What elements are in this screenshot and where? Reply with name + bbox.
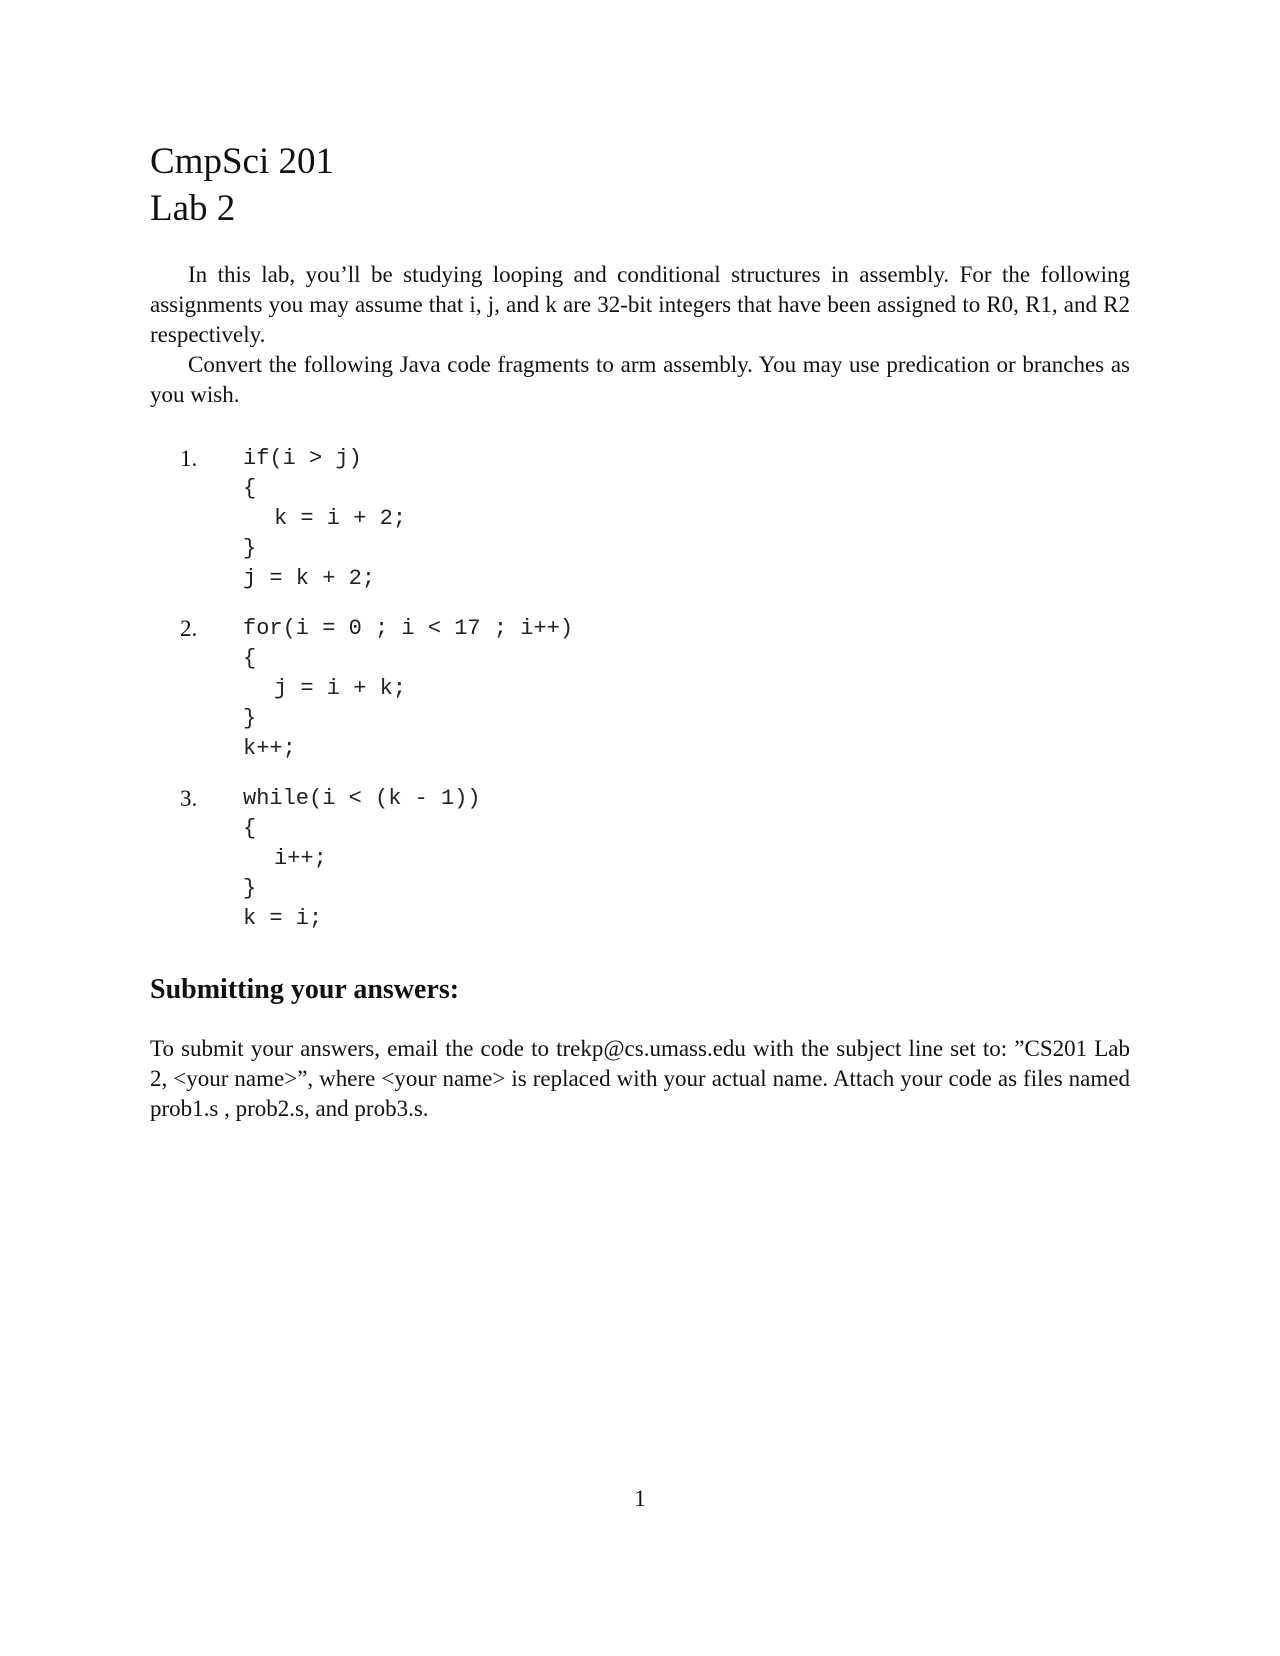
problem-number: 2. — [180, 616, 198, 641]
code-line: j = i + k; — [274, 676, 407, 701]
document-page — [150, 138, 1130, 1124]
code-line: k = i; — [243, 906, 323, 931]
code-line: k = i + 2; — [274, 506, 407, 531]
code-line: j = k + 2; — [243, 566, 376, 591]
code-line: } — [243, 876, 257, 901]
problem-number: 3. — [180, 786, 198, 811]
problem-3 — [150, 784, 1130, 934]
course-title: CmpSci 201 — [150, 141, 334, 182]
submission-text: To submit your answers, email the code to trekp@cs.umass.edu with the subject line set to: ”CS201 Lab 2, <your name>”, where <your name> is replaced with your actual name. Attach your code as files named prob1.s , prob2.s, and prob3.s. — [150, 1036, 1130, 1121]
intro-paragraph: In this lab, you’ll be studying looping and conditional structures in assembly. For the following assignments you may assume that i, j, and k are 32-bit integers that have been assigned to R0, R1, and R2 respectively. — [150, 262, 1130, 347]
code-line: { — [243, 476, 257, 501]
code-line: { — [243, 816, 257, 841]
problem-1 — [150, 444, 1130, 594]
code-line: while(i < (k - 1)) — [243, 786, 481, 811]
problem-number: 1. — [180, 446, 198, 471]
code-line: if(i > j) — [243, 446, 362, 471]
code-line: for(i = 0 ; i < 17 ; i++) — [243, 616, 574, 641]
code-line: i++; — [274, 846, 327, 871]
problem-2 — [150, 614, 1130, 764]
intro-section — [150, 260, 1130, 410]
code-line: } — [243, 706, 257, 731]
problem-list — [150, 444, 1130, 934]
code-line: { — [243, 646, 257, 671]
code-line: k++; — [243, 736, 296, 761]
page-number: 1 — [634, 1486, 646, 1511]
lab-title: Lab 2 — [150, 188, 236, 229]
instructions-paragraph: Convert the following Java code fragments to arm assembly. You may use predication or branches as you wish. — [150, 352, 1130, 407]
submission-heading: Submitting your answers: — [150, 974, 460, 1005]
code-line: } — [243, 536, 257, 561]
